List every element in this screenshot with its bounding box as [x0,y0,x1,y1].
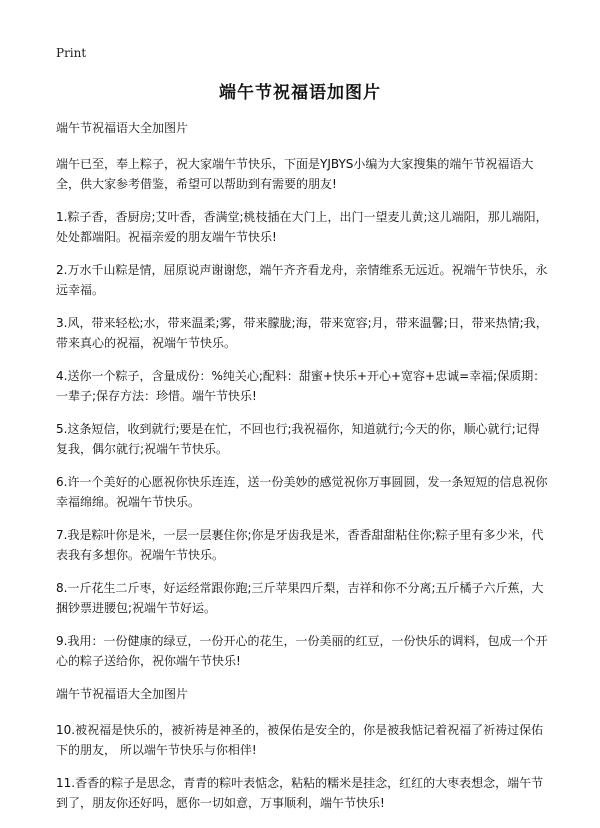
blessing-item-1: 1.粽子香，香厨房;艾叶香，香满堂;桃枝插在大门上，出门一望麦儿黄;这儿端阳，那儿端阳，处处都端阳。祝福亲爱的朋友端午节快乐! [56,210,548,244]
blessing-item-11: 11.香香的粽子是思念，青青的粽叶表惦念，粘粘的糯米是挂念，红红的大枣表想念，端午节到了，朋友你还好吗，愿你一切如意，万事顺利，端午节快乐! [56,776,544,810]
blessing-item-2: 2.万水千山粽是情，屈原说声谢谢您，端午齐齐看龙舟，亲情维系无远近。祝端午节快乐，永远幸福。 [56,263,548,297]
blessing-item-5: 5.这条短信，收到就行;要是在忙，不回也行;我祝福你，知道就行;今天的你，顺心就行;记得复我，偶尔就行;祝端午节快乐。 [56,422,540,456]
print-link[interactable]: Print [56,46,87,60]
section-subheading: 端午节祝福语大全加图片 [56,121,189,135]
blessing-item-7: 7.我是粽叶你是米，一层一层裹住你;你是牙齿我是米，香香甜甜粘住你;粽子里有多少米，代表我有多想你。祝端午节快乐。 [56,528,544,562]
blessing-item-3: 3.风，带来轻松;水，带来温柔;雾，带来朦胧;海，带来宽容;月，带来温馨;日，带来热情;我，带来真心的祝福，祝端午节快乐。 [56,316,548,350]
article-body [56,118,550,826]
blessing-item-10: 10.被祝福是快乐的，被祈祷是神圣的，被保佑是安全的，你是被我惦记着祝福了祈祷过保佑下的朋友， 所以端午节快乐与你相伴! [56,723,544,757]
blessing-item-9: 9.我用：一份健康的绿豆，一份开心的花生，一份美丽的红豆，一份快乐的调料，包成一个开心的粽子送给你，祝你端午节快乐! [56,634,548,668]
intro-paragraph: 端午已至，奉上粽子，祝大家端午节快乐，下面是YJBYS小编为大家搜集的端午节祝福语大全，供大家参考借鉴，希望可以帮助到有需要的朋友! [56,157,534,191]
section-subheading-2: 端午节祝福语大全加图片 [56,687,189,701]
blessing-item-8: 8.一斤花生二斤枣，好运经常跟你跑;三斤苹果四斤梨，吉祥和你不分离;五斤橘子六斤蕉，大捆钞票进腰包;祝端午节好运。 [56,581,544,615]
page-title: 端午节祝福语加图片 [219,83,381,103]
blessing-item-4: 4.送你一个粽子，含量成份：%纯关心;配料：甜蜜+快乐+开心+宽容+忠诚=幸福;保质期：一辈子;保存方法：珍惜。端午节快乐! [56,369,546,403]
blessing-item-6: 6.许一个美好的心愿祝你快乐连连，送一份美妙的感觉祝你万事圆圆，发一条短短的信息祝你幸福绵绵。祝端午节快乐。 [56,475,548,509]
